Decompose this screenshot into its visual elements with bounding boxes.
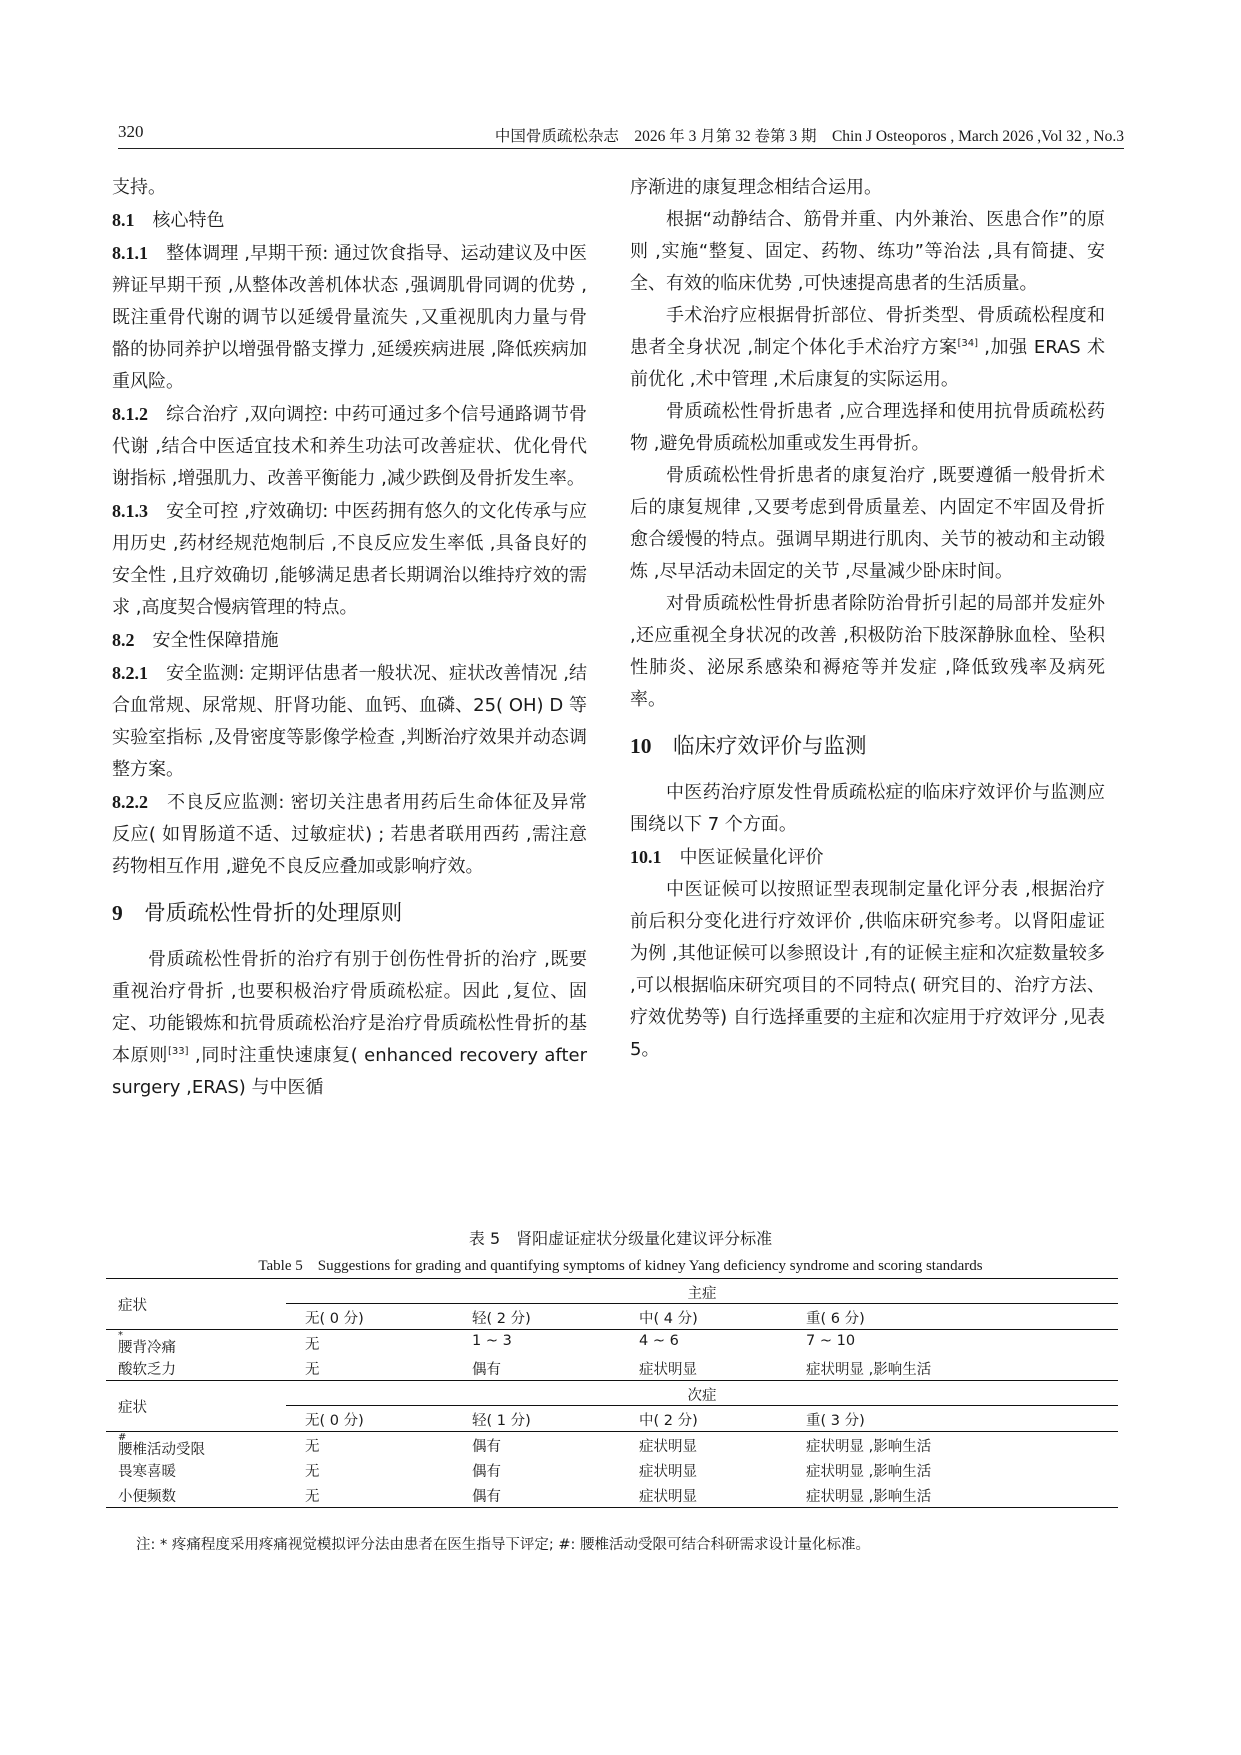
paragraph: 根据“动静结合、筋骨并重、内外兼治、医患合作”的原则 ,实施“整复、固定、药物、练功”等治法 ,具有简捷、安全、有效的临床优势 ,可快速提高患者的生活质量。 bbox=[630, 209, 1105, 294]
paragraph: 对骨质疏松性骨折患者除防治骨折引起的局部并发症外 ,还应重视全身状况的改善 ,积极防治下肢深静脉血栓、坠积性肺炎、泌尿系感染和褥疮等并发症 ,降低致残率及病死率。 bbox=[630, 593, 1105, 710]
section-8-1-1: 8.1.1 整体调理 ,早期干预: 通过饮食指导、运动建议及中医辨证早期干预 ,从整体改善机体状态 ,强调肌骨同调的优势 ,既注重骨代谢的调节以延缓骨量流失 ,又重视肌肉力量与骨骼的协同养护以增强骨骼支撑力 ,延缓疾病进展 ,降低疾病加重风险。 bbox=[112, 243, 587, 392]
section-heading-8-2: 8.2 安全性保障措施 bbox=[112, 630, 279, 651]
table-header-row bbox=[106, 1278, 1118, 1314]
left-column bbox=[112, 172, 587, 1104]
table-caption-cn: 表 5 肾阳虚证症状分级量化建议评分标准 bbox=[468, 1229, 773, 1248]
page-number: 320 bbox=[118, 122, 144, 141]
paragraph: 手术治疗应根据骨折部位、骨折类型、骨质疏松程度和患者全身状况 ,制定个体化手术治疗方案[34] ,加强 ERAS 术前优化 ,术中管理 ,术后康复的实际运用。 bbox=[630, 305, 1105, 390]
citation-33: [33] bbox=[168, 1046, 189, 1057]
section-8-1-3: 8.1.3 安全可控 ,疗效确切: 中医药拥有悠久的文化传承与应用历史 ,药材经规范炮制后 ,不良反应发生率低 ,具备良好的安全性 ,且疗效确切 ,能够满足患者长期调治以维持疗效的需求 ,高度契合慢病管理的特点。 bbox=[112, 501, 587, 618]
paragraph: 骨质疏松性骨折患者 ,应合理选择和使用抗骨质疏松药物 ,避免骨质疏松加重或发生再骨折。 bbox=[630, 401, 1105, 454]
column-header: 无( 0 分) bbox=[305, 1311, 364, 1327]
section-8-2-1: 8.2.1 安全监测: 定期评估患者一般状况、症状改善情况 ,结合血常规、尿常规、肝肾功能、血钙、血磷、25( OH) D 等实验室指标 ,及骨密度等影像学检查 ,判断治疗效果并动态调整方案。 bbox=[112, 663, 587, 780]
header-rule bbox=[118, 148, 1124, 149]
section-8-2-2: 8.2.2 不良反应监测: 密切关注患者用药后生命体征及异常反应( 如胃肠道不适、过敏症状) ; 若患者联用西药 ,需注意药物相互作用 ,避免不良反应叠加或影响疗效。 bbox=[112, 792, 587, 877]
table-row: 畏寒喜暖 无 偶有 症状明显 症状明显 ,影响生活 bbox=[118, 1464, 932, 1480]
table-header-row bbox=[106, 1380, 1118, 1416]
symptom-score-table bbox=[106, 1278, 1118, 1508]
table-row: 酸软乏力 无 偶有 症状明显 症状明显 ,影响生活 bbox=[118, 1362, 932, 1378]
paragraph: 支持。 bbox=[112, 177, 166, 198]
group-label-main: 主症 bbox=[687, 1286, 717, 1302]
table-header-row bbox=[106, 1406, 1118, 1431]
symptom-header: 症状 bbox=[118, 1298, 147, 1314]
paragraph-9: 骨质疏松性骨折的治疗有别于创伤性骨折的治疗 ,既要重视治疗骨折 ,也要积极治疗骨质疏松症。因此 ,复位、固定、功能锻炼和抗骨质疏松治疗是治疗骨质疏松性骨折的基本原则[33] ,同时注重快速康复( enhanced recovery after surgery ,ERAS) 与中医循 bbox=[112, 949, 587, 1098]
column-header: 重( 6 分) bbox=[806, 1311, 865, 1327]
table-note: 注: * 疼痛程度采用疼痛视觉模拟评分法由患者在医生指导下评定; #: 腰椎活动受限可结合科研需求设计量化标准。 bbox=[136, 1537, 870, 1553]
paragraph: 中医证候可以按照证型表现制定量化评分表 ,根据治疗前后积分变化进行疗效评价 ,供临床研究参考。以肾阳虚证为例 ,其他证候可以参照设计 ,有的证候主症和次症数量较多 ,可以根据临床研究项目的不同特点( 研究目的、治疗方法、疗效优势等) 自行选择重要的主症和次症用于疗效评分 ,见表 5。 bbox=[630, 879, 1105, 1060]
table-caption-en: Table 5 Suggestions for grading and quantifying symptoms of kidney Yang deficiency syndrome and scoring standards bbox=[258, 1258, 983, 1274]
paragraph: 中医药治疗原发性骨质疏松症的临床疗效评价与监测应围绕以下 7 个方面。 bbox=[630, 782, 1105, 835]
table-row: 腰椎活动受限 # 无 偶有 症状明显 症状明显 ,影响生活 bbox=[106, 1431, 1118, 1457]
section-heading-8-1: 8.1 核心特色 bbox=[112, 210, 225, 231]
section-8-1-2: 8.1.2 综合治疗 ,双向调控: 中药可通过多个信号通路调节骨代谢 ,结合中医适宜技术和养生功法可改善症状、优化骨代谢指标 ,增强肌力、改善平衡能力 ,减少跌倒及骨折发生率。 bbox=[112, 404, 587, 489]
section-heading-9: 9 骨质疏松性骨折的处理原则 bbox=[112, 901, 403, 926]
paragraph: 序渐进的康复理念相结合运用。 bbox=[630, 177, 882, 198]
column-header: 重( 3 分) bbox=[806, 1413, 865, 1429]
column-header: 轻( 1 分) bbox=[472, 1413, 531, 1429]
section-heading-10-1: 10.1 中医证候量化评价 bbox=[630, 847, 824, 868]
table-row: 小便频数 无 偶有 症状明显 症状明显 ,影响生活 bbox=[106, 1482, 1118, 1508]
right-column bbox=[630, 172, 1105, 1066]
column-header: 无( 0 分) bbox=[305, 1413, 364, 1429]
page-header bbox=[118, 122, 1124, 146]
paragraph: 骨质疏松性骨折患者的康复治疗 ,既要遵循一般骨折术后的康复规律 ,又要考虑到骨质量差、内固定不牢固及骨折愈合缓慢的特点。强调早期进行肌肉、关节的被动和主动锻炼 ,尽早活动未固定的关节 ,尽量减少卧床时间。 bbox=[630, 465, 1105, 582]
section-heading-10: 10 临床疗效评价与监测 bbox=[630, 734, 867, 759]
running-title: 中国骨质疏松杂志 2026 年 3 月第 32 卷第 3 期 Chin J Osteoporos , March 2026 ,Vol 32 , No.3 bbox=[494, 128, 1124, 145]
group-label-minor: 次症 bbox=[687, 1388, 717, 1404]
column-header: 中( 2 分) bbox=[639, 1413, 698, 1429]
table-header-row bbox=[106, 1304, 1118, 1329]
table-row: 腰背冷痛 * 无 1 ~ 3 4 ~ 6 7 ~ 10 bbox=[106, 1329, 1118, 1355]
symptom-header: 症状 bbox=[118, 1400, 147, 1416]
column-header: 轻( 2 分) bbox=[472, 1311, 531, 1327]
column-header: 中( 4 分) bbox=[639, 1311, 698, 1327]
citation-34: [34] bbox=[957, 338, 979, 349]
